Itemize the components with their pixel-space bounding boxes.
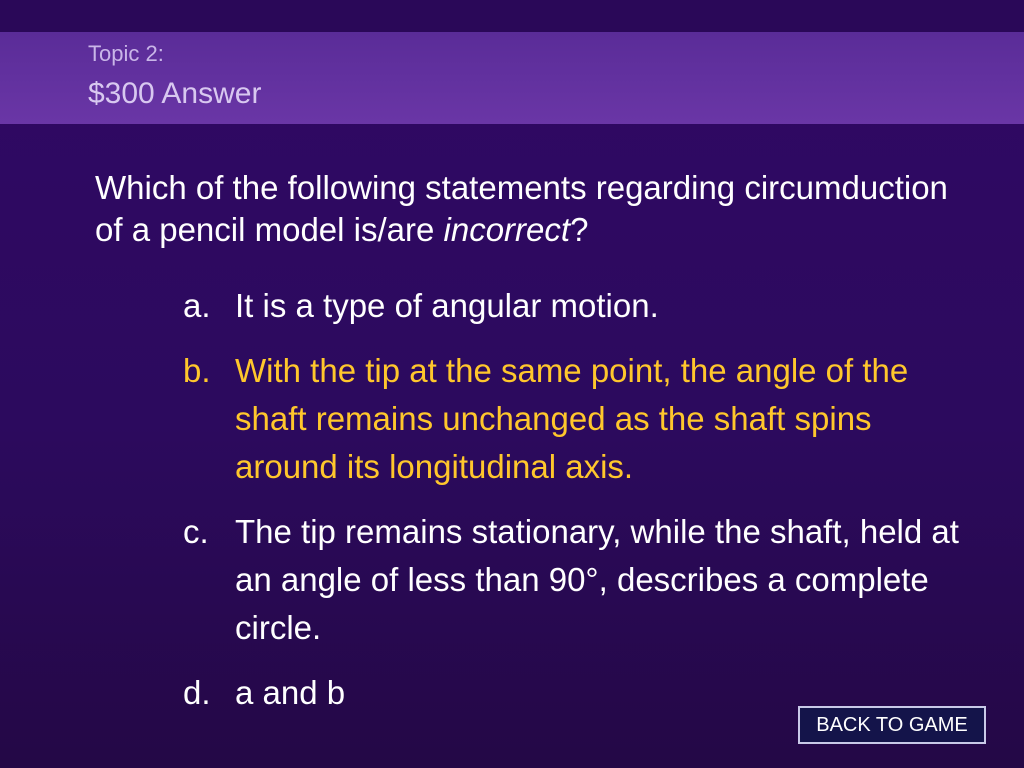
question-text-before: Which of the following statements regarding circumduction of a pencil model is/are [95, 169, 948, 248]
option-text: The tip remains stationary, while the shaft, held at an angle of less than 90°, describes a complete circle. [235, 513, 959, 646]
question-emphasis: incorrect [443, 211, 571, 248]
option-a [183, 282, 983, 330]
option-letter: c. [183, 513, 209, 550]
option-text: It is a type of angular motion. [235, 287, 659, 324]
top-strip [0, 0, 1024, 32]
back-to-game-button[interactable]: BACK TO GAME [798, 706, 986, 744]
question-text-after: ? [570, 211, 589, 248]
answer-value-title: $300 Answer [88, 77, 262, 110]
answer-options-list [183, 282, 983, 734]
option-letter: a. [183, 287, 211, 324]
option-text: With the tip at the same point, the angle of the shaft remains unchanged as the shaft spins around its longitudinal axis. [235, 352, 909, 485]
option-b-correct [183, 347, 983, 491]
option-letter: b. [183, 352, 211, 389]
option-c [183, 508, 983, 652]
topic-label: Topic 2: [88, 41, 164, 66]
question-text [95, 167, 975, 251]
option-letter: d. [183, 674, 211, 711]
option-text: a and b [235, 674, 346, 711]
